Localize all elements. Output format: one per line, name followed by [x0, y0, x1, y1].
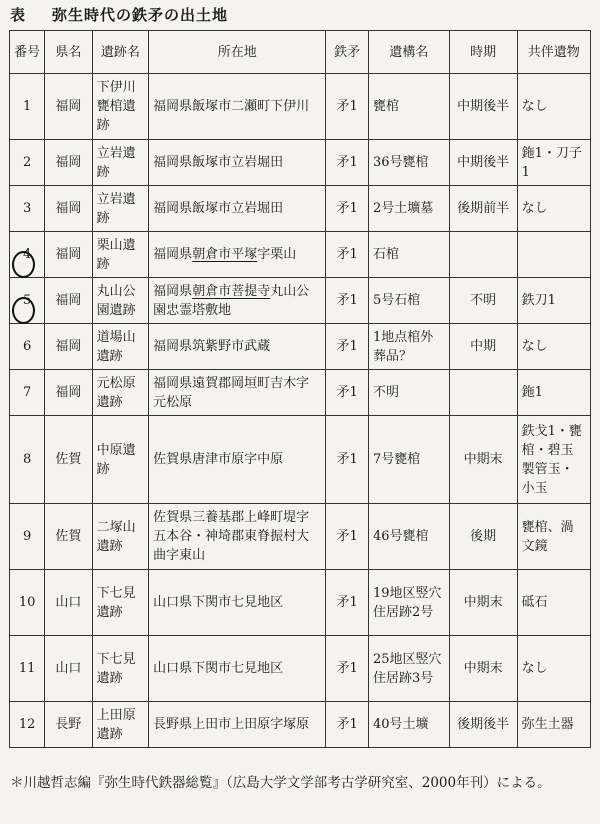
cell-hoko: 矛1 [326, 416, 369, 504]
cell-hoko: 矛1 [326, 370, 369, 416]
table-row [10, 186, 591, 232]
table-row [10, 702, 591, 748]
location-suffix: 丸山公園忠霊塔敷地 [153, 283, 310, 318]
table-row [10, 504, 591, 570]
cell-period: 後期後半 [449, 702, 517, 748]
cell-site: 丸山公園遺跡 [92, 278, 149, 324]
cell-site: 二塚山遺跡 [92, 504, 149, 570]
cell-feature: 甕棺 [368, 74, 449, 140]
header-period: 時期 [449, 31, 517, 74]
cell-location: 福岡県筑紫野市武蔵 [149, 324, 326, 370]
cell-no: 2 [10, 140, 45, 186]
cell-feature: 1地点棺外葬品？ [368, 324, 449, 370]
header-no: 番号 [10, 31, 45, 74]
cell-location: 福岡県飯塚市立岩堀田 [149, 186, 326, 232]
cell-location: 福岡県飯塚市立岩堀田 [149, 140, 326, 186]
circle-mark-row-5 [12, 297, 35, 324]
cell-hoko: 矛1 [326, 570, 369, 636]
cell-period: 中期 [449, 324, 517, 370]
table-row [10, 324, 591, 370]
table-row [10, 278, 591, 324]
cell-pref: 福岡 [45, 74, 92, 140]
header-site: 遺跡名 [92, 31, 149, 74]
cell-period [449, 232, 517, 278]
cell-period: 中期末 [449, 416, 517, 504]
table-title-text: 弥生時代の鉄矛の出土地 [52, 6, 229, 24]
table-row [10, 570, 591, 636]
cell-hoko: 矛1 [326, 324, 369, 370]
cell-no: 6 [10, 324, 45, 370]
cell-pref: 福岡 [45, 186, 92, 232]
cell-location: 佐賀県三養基郡上峰町堤字五本谷・神埼郡東脊振村大曲字東山 [149, 504, 326, 570]
cell-goods: 鉇1 [517, 370, 590, 416]
cell-period: 不明 [449, 278, 517, 324]
cell-location: 山口県下関市七見地区 [149, 636, 326, 702]
circle-mark-row-4 [12, 251, 35, 278]
cell-goods: なし [517, 324, 590, 370]
cell-pref: 福岡 [45, 324, 92, 370]
table-row [10, 416, 591, 504]
source-note: ＊川越哲志編『弥生時代鉄器総覧』（広島大学文学部考古学研究室、2000年刊）による。 [10, 775, 551, 791]
cell-pref: 福岡 [45, 140, 92, 186]
cell-pref: 佐賀 [45, 416, 92, 504]
cell-pref: 佐賀 [45, 504, 92, 570]
cell-no: 12 [10, 702, 45, 748]
cell-no: 10 [10, 570, 45, 636]
location-underlined: 朝倉市平塚 [192, 247, 258, 262]
cell-feature: 19地区竪穴住居跡2号 [368, 570, 449, 636]
cell-no: 3 [10, 186, 45, 232]
cell-site: 下七見遺跡 [92, 636, 149, 702]
location-prefix: 福岡県 [153, 283, 193, 299]
cell-site: 立岩遺跡 [92, 140, 149, 186]
cell-hoko: 矛1 [326, 636, 369, 702]
cell-pref: 福岡 [45, 278, 92, 324]
cell-site: 中原遺跡 [92, 416, 149, 504]
cell-goods [517, 232, 590, 278]
cell-period: 中期後半 [449, 74, 517, 140]
cell-hoko: 矛1 [326, 232, 369, 278]
cell-no: 8 [10, 416, 45, 504]
cell-site: 下七見遺跡 [92, 570, 149, 636]
cell-site: 上田原遺跡 [92, 702, 149, 748]
cell-goods: 鉇1・刀子1 [517, 140, 590, 186]
cell-hoko: 矛1 [326, 186, 369, 232]
cell-hoko: 矛1 [326, 278, 369, 324]
cell-no: 1 [10, 74, 45, 140]
cell-location: 佐賀県唐津市原字中原 [149, 416, 326, 504]
location-suffix: 字栗山 [257, 247, 297, 262]
cell-hoko: 矛1 [326, 74, 369, 140]
cell-goods: なし [517, 186, 590, 232]
header-feature: 遺構名 [368, 31, 449, 74]
cell-goods: なし [517, 74, 590, 140]
cell-no: 4 [10, 232, 45, 278]
cell-no: 5 [10, 278, 45, 324]
cell-goods: 弥生土器 [517, 702, 590, 748]
cell-hoko: 矛1 [326, 140, 369, 186]
header-row [10, 31, 591, 74]
iron-spear-table [9, 30, 591, 748]
cell-site: 立岩遺跡 [92, 186, 149, 232]
cell-location: 福岡県飯塚市二瀬町下伊川 [149, 74, 326, 140]
cell-goods: なし [517, 636, 590, 702]
cell-feature: 40号土壙 [368, 702, 449, 748]
cell-no: 11 [10, 636, 45, 702]
table-row [10, 636, 591, 702]
cell-goods: 甕棺、渦文鏡 [517, 504, 590, 570]
cell-no: 7 [10, 370, 45, 416]
cell-feature: 7号甕棺 [368, 416, 449, 504]
cell-period: 中期後半 [449, 140, 517, 186]
cell-goods: 砥石 [517, 570, 590, 636]
table-row [10, 370, 591, 416]
table-row [10, 140, 591, 186]
cell-feature: 不明 [368, 370, 449, 416]
header-hoko: 鉄矛 [326, 31, 369, 74]
cell-period: 後期前半 [449, 186, 517, 232]
cell-site: 栗山遺跡 [92, 232, 149, 278]
cell-period: 中期末 [449, 636, 517, 702]
header-pref: 県名 [45, 31, 92, 74]
cell-goods: 鉄戈1・甕棺・碧玉製管玉・小玉 [517, 416, 590, 504]
cell-site: 元松原遺跡 [92, 370, 149, 416]
cell-feature: 5号石棺 [368, 278, 449, 324]
header-goods: 共伴遺物 [517, 31, 590, 74]
cell-feature: 2号土壙墓 [368, 186, 449, 232]
cell-hoko: 矛1 [326, 504, 369, 570]
cell-goods: 鉄刀1 [517, 278, 590, 324]
table-row [10, 74, 591, 140]
header-location: 所在地 [149, 31, 326, 74]
cell-location [149, 278, 326, 324]
cell-period: 後期 [449, 504, 517, 570]
cell-pref: 山口 [45, 570, 92, 636]
cell-feature: 石棺 [368, 232, 449, 278]
cell-pref: 福岡 [45, 370, 92, 416]
location-underlined: 朝倉市菩提寺 [192, 283, 271, 299]
cell-no: 9 [10, 504, 45, 570]
cell-pref: 山口 [45, 636, 92, 702]
cell-site: 下伊川甕棺遺跡 [92, 74, 149, 140]
cell-site: 道場山遺跡 [92, 324, 149, 370]
cell-location [149, 232, 326, 278]
location-prefix: 福岡県 [153, 247, 193, 262]
table-row [10, 232, 591, 278]
cell-period [449, 370, 517, 416]
table-title [10, 4, 228, 25]
cell-pref: 長野 [45, 702, 92, 748]
cell-feature: 46号甕棺 [368, 504, 449, 570]
cell-pref: 福岡 [45, 232, 92, 278]
table-label: 表 [10, 6, 27, 24]
cell-location: 長野県上田市上田原字塚原 [149, 702, 326, 748]
cell-feature: 36号甕棺 [368, 140, 449, 186]
cell-location: 山口県下関市七見地区 [149, 570, 326, 636]
cell-period: 中期末 [449, 570, 517, 636]
cell-hoko: 矛1 [326, 702, 369, 748]
cell-location: 福岡県遠賀郡岡垣町吉木字元松原 [149, 370, 326, 416]
cell-feature: 25地区竪穴住居跡3号 [368, 636, 449, 702]
